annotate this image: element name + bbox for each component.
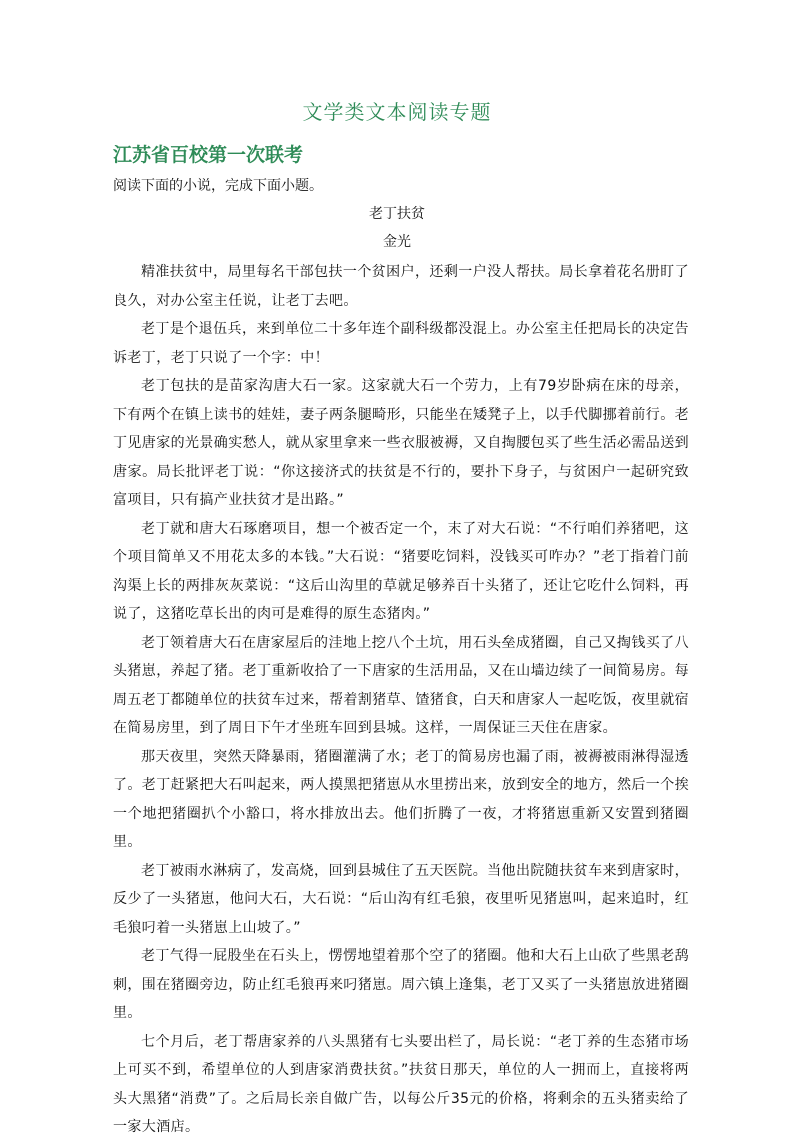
story-paragraph: 七个月后，老丁帮唐家养的八头黑猪有七头要出栏了，局长说：“老丁养的生态猪市场上可买不到，希望单位的人到唐家消费扶贫。”扶贫日那天，单位的人一拥而上，直接将两头大黑猪“消费”了。之后局长亲自做广告，以每公斤35元的价格，将剩余的五头猪卖给了一家大酒店。 [113, 1033, 689, 1135]
document-title: 文学类文本阅读专题 [302, 100, 492, 124]
section-heading: 江苏省百校第一次联考 [113, 144, 304, 166]
story-title: 老丁扶贫 [369, 206, 425, 222]
story-paragraph: 那天夜里，突然天降暴雨，猪圈灌满了水；老丁的简易房也漏了雨，被褥被雨淋得湿透了。老丁赶紧把大石叫起来，两人摸黑把猪崽从水里捞出来，放到安全的地方，然后一个挨一个地把猪圈扒个小豁口，将水排放出去。他们折腾了一夜，才将猪崽重新又安置到猪圈里。 [113, 748, 689, 850]
story-paragraph: 老丁领着唐大石在唐家屋后的洼地上挖八个土坑，用石头垒成猪圈，自己又掏钱买了八头猪崽，养起了猪。老丁重新收拾了一下唐家的生活用品，又在山墙边续了一间简易房。每周五老丁都随单位的扶贫车过来，帮着割猪草、馇猪食，白天和唐家人一起吃饭，夜里就宿在简易房里，到了周日下午才坐班车回到县城。这样，一周保证三天住在唐家。 [113, 634, 689, 736]
story-body [113, 258, 689, 1142]
story-paragraph: 精准扶贫中，局里每名干部包扶一个贫困户，还剩一户没人帮扶。局长拿着花名册盯了良久，对办公室主任说，让老丁去吧。 [113, 264, 689, 309]
story-paragraph: 老丁被雨水淋病了，发高烧，回到县城住了五天医院。当他出院随扶贫车来到唐家时，反少了一头猪崽，他问大石，大石说：“后山沟有红毛狼，夜里听见猪崽叫，起来追时，红毛狼叼着一头猪崽上山坡了。” [113, 862, 689, 936]
reading-instruction: 阅读下面的小说，完成下面小题。 [113, 178, 323, 194]
story-paragraph: 老丁气得一屁股坐在石头上，愣愣地望着那个空了的猪圈。他和大石上山砍了些黑老鸹刺，围在猪圈旁边，防止红毛狼再来叼猪崽。周六镇上逢集，老丁又买了一头猪崽放进猪圈里。 [113, 948, 689, 1021]
story-paragraph: 老丁就和唐大石琢磨项目，想一个被否定一个，末了对大石说：“不行咱们养猪吧，这个项目简单又不用花太多的本钱。”大石说：“猪要吃饲料，没钱买可咋办？”老丁指着门前沟渠上长的两排灰灰菜说：“这后山沟里的草就足够养百十头猪了，还让它吃什么饲料，再说了，这猪吃草长出的肉可是难得的原生态猪肉。” [113, 520, 689, 622]
story-author: 金光 [383, 234, 411, 250]
story-paragraph: 老丁是个退伍兵，来到单位二十多年连个副科级都没混上。办公室主任把局长的决定告诉老丁，老丁只说了一个字：中！ [113, 321, 689, 366]
story-paragraph: 老丁包扶的是苗家沟唐大石一家。这家就大石一个劳力，上有79岁卧病在床的母亲，下有两个在镇上读书的娃娃，妻子两条腿畸形，只能坐在矮凳子上，以手代脚挪着前行。老丁见唐家的光景确实愁人，就从家里拿来一些衣服被褥，又自掏腰包买了些生活必需品送到唐家。局长批评老丁说：“你这接济式的扶贫是不行的，要扑下身子，与贫困户一起研究致富项目，只有搞产业扶贫才是出路。” [113, 378, 689, 508]
